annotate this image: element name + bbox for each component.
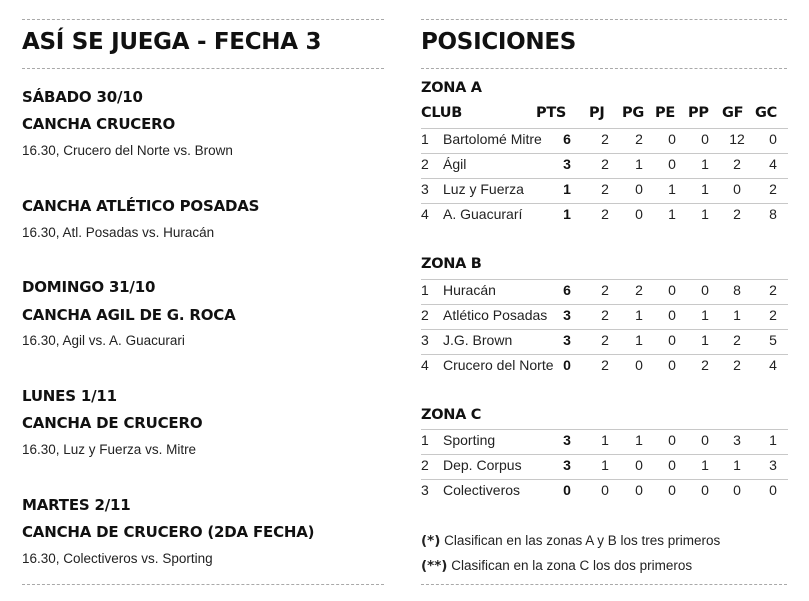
cell-pos: 2 (421, 156, 429, 172)
footnote-text: Clasifican en la zona C los dos primeros (447, 558, 693, 573)
schedule-venue: CANCHA ATLÉTICO POSADAS (22, 197, 260, 215)
cell-pos: 4 (421, 206, 429, 222)
title-divider-left (22, 68, 384, 69)
cell-gf: 0 (733, 181, 741, 197)
cell-pts: 3 (563, 307, 571, 323)
cell-pp: 0 (701, 432, 709, 448)
cell-pos: 1 (421, 432, 429, 448)
cell-pj: 2 (601, 181, 609, 197)
cell-gf: 3 (733, 432, 741, 448)
cell-pg: 0 (635, 357, 643, 373)
table-row (421, 203, 808, 228)
header-pts: PTS (536, 105, 567, 121)
cell-pj: 2 (601, 131, 609, 147)
cell-club: Bartolomé Mitre (443, 131, 542, 147)
cell-gf: 2 (733, 206, 741, 222)
schedule-venue: CANCHA CRUCERO (22, 115, 176, 133)
schedule-match: 16.30, Crucero del Norte vs. Brown (22, 143, 233, 158)
schedule-match: 16.30, Luz y Fuerza vs. Mitre (22, 442, 197, 457)
cell-pe: 0 (668, 307, 676, 323)
standings-table (421, 0, 791, 601)
cell-pg: 2 (635, 131, 643, 147)
footnote (421, 533, 720, 549)
footnote-mark: (*) (421, 533, 441, 549)
header-gf: GF (722, 105, 744, 121)
table-row (421, 354, 808, 379)
cell-pts: 6 (563, 131, 571, 147)
cell-pe: 0 (668, 332, 676, 348)
header-gc: GC (755, 105, 777, 121)
cell-pts: 1 (563, 181, 571, 197)
schedule-match: 16.30, Colectiveros vs. Sporting (22, 551, 213, 566)
cell-pg: 1 (635, 432, 643, 448)
cell-pj: 2 (601, 156, 609, 172)
table-row (421, 153, 808, 178)
cell-pp: 1 (701, 332, 709, 348)
header-pg: PG (622, 105, 644, 121)
schedule-match: 16.30, Atl. Posadas vs. Huracán (22, 225, 215, 240)
cell-gc: 2 (769, 282, 777, 298)
cell-club: J.G. Brown (443, 332, 513, 348)
cell-pg: 0 (635, 482, 643, 498)
zone-c-title: ZONA C (421, 407, 482, 423)
cell-pts: 6 (563, 282, 571, 298)
standings-title: POSICIONES (421, 29, 577, 55)
cell-pg: 0 (635, 206, 643, 222)
footnote-text: Clasifican en las zonas A y B los tres primeros (440, 533, 721, 548)
schedule-day: DOMINGO 31/10 (22, 278, 156, 296)
cell-pe: 0 (668, 282, 676, 298)
cell-club: Crucero del Norte (443, 357, 554, 373)
cell-gc: 0 (769, 131, 777, 147)
cell-pp: 1 (701, 307, 709, 323)
cell-club: Atlético Posadas (443, 307, 548, 323)
cell-pe: 0 (668, 156, 676, 172)
cell-pp: 1 (701, 457, 709, 473)
cell-pj: 2 (601, 357, 609, 373)
cell-pg: 2 (635, 282, 643, 298)
cell-pts: 1 (563, 206, 571, 222)
cell-gc: 5 (769, 332, 777, 348)
schedule-title: ASÍ SE JUEGA - FECHA 3 (22, 29, 322, 55)
header-pe: PE (655, 105, 675, 121)
footnote (421, 558, 692, 574)
bottom-divider-right (421, 584, 787, 585)
table-row (421, 279, 808, 304)
header-pj: PJ (589, 105, 605, 121)
cell-pg: 1 (635, 156, 643, 172)
cell-gc: 4 (769, 357, 777, 373)
cell-pe: 0 (668, 357, 676, 373)
table-row (421, 454, 808, 479)
cell-pp: 2 (701, 357, 709, 373)
cell-pe: 0 (668, 131, 676, 147)
table-row (421, 329, 808, 354)
cell-gf: 2 (733, 357, 741, 373)
cell-pts: 3 (563, 156, 571, 172)
cell-pj: 2 (601, 307, 609, 323)
cell-gc: 1 (769, 432, 777, 448)
schedule-venue: CANCHA DE CRUCERO (22, 414, 203, 432)
cell-club: Colectiveros (443, 482, 521, 498)
schedule-day: SÁBADO 30/10 (22, 88, 143, 106)
cell-pg: 0 (635, 457, 643, 473)
cell-pts: 3 (563, 457, 571, 473)
cell-pj: 0 (601, 482, 609, 498)
top-divider-left (22, 19, 384, 20)
cell-gc: 2 (769, 181, 777, 197)
cell-pos: 4 (421, 357, 429, 373)
cell-pp: 1 (701, 206, 709, 222)
cell-gc: 3 (769, 457, 777, 473)
cell-club: Sporting (443, 432, 496, 448)
cell-pg: 1 (635, 307, 643, 323)
schedule-day: MARTES 2/11 (22, 496, 131, 514)
cell-pe: 0 (668, 432, 676, 448)
cell-pe: 0 (668, 482, 676, 498)
cell-gf: 12 (729, 131, 745, 147)
cell-pg: 0 (635, 181, 643, 197)
cell-pos: 3 (421, 482, 429, 498)
cell-club: Huracán (443, 282, 496, 298)
cell-pj: 1 (601, 432, 609, 448)
schedule-venue: CANCHA DE CRUCERO (2DA FECHA) (22, 523, 315, 541)
schedule-day: LUNES 1/11 (22, 387, 117, 405)
table-row (421, 178, 808, 203)
cell-pj: 2 (601, 282, 609, 298)
cell-pos: 2 (421, 457, 429, 473)
cell-pos: 2 (421, 307, 429, 323)
cell-gf: 1 (733, 457, 741, 473)
cell-club: Luz y Fuerza (443, 181, 524, 197)
schedule-venue: CANCHA AGIL DE G. ROCA (22, 306, 236, 324)
cell-pp: 0 (701, 482, 709, 498)
cell-pe: 1 (668, 181, 676, 197)
schedule-match: 16.30, Agil vs. A. Guacurari (22, 333, 185, 348)
cell-gf: 8 (733, 282, 741, 298)
table-row (421, 304, 808, 329)
cell-pts: 0 (563, 357, 571, 373)
cell-pp: 0 (701, 282, 709, 298)
cell-pg: 1 (635, 332, 643, 348)
header-pp: PP (688, 105, 709, 121)
cell-club: Dep. Corpus (443, 457, 522, 473)
zone-b-title: ZONA B (421, 256, 482, 272)
table-row (421, 479, 808, 504)
cell-pts: 3 (563, 432, 571, 448)
bottom-divider-left (22, 584, 384, 585)
cell-pts: 3 (563, 332, 571, 348)
cell-pe: 1 (668, 206, 676, 222)
cell-pos: 3 (421, 332, 429, 348)
cell-club: Ágil (443, 156, 467, 172)
cell-pp: 1 (701, 156, 709, 172)
table-row (421, 128, 808, 153)
footnote-mark: (**) (421, 558, 448, 574)
cell-gc: 8 (769, 206, 777, 222)
zone-a-title: ZONA A (421, 80, 482, 96)
cell-gf: 2 (733, 332, 741, 348)
cell-pos: 1 (421, 282, 429, 298)
cell-pp: 0 (701, 131, 709, 147)
cell-club: A. Guacurarí (443, 206, 523, 222)
cell-pos: 1 (421, 131, 429, 147)
cell-pp: 1 (701, 181, 709, 197)
table-row (421, 429, 808, 454)
cell-gc: 2 (769, 307, 777, 323)
cell-pj: 1 (601, 457, 609, 473)
cell-gc: 4 (769, 156, 777, 172)
cell-pts: 0 (563, 482, 571, 498)
cell-gf: 1 (733, 307, 741, 323)
cell-pj: 2 (601, 206, 609, 222)
cell-gf: 2 (733, 156, 741, 172)
cell-gc: 0 (769, 482, 777, 498)
cell-pos: 3 (421, 181, 429, 197)
header-club: CLUB (421, 105, 462, 121)
cell-pj: 2 (601, 332, 609, 348)
cell-gf: 0 (733, 482, 741, 498)
cell-pe: 0 (668, 457, 676, 473)
